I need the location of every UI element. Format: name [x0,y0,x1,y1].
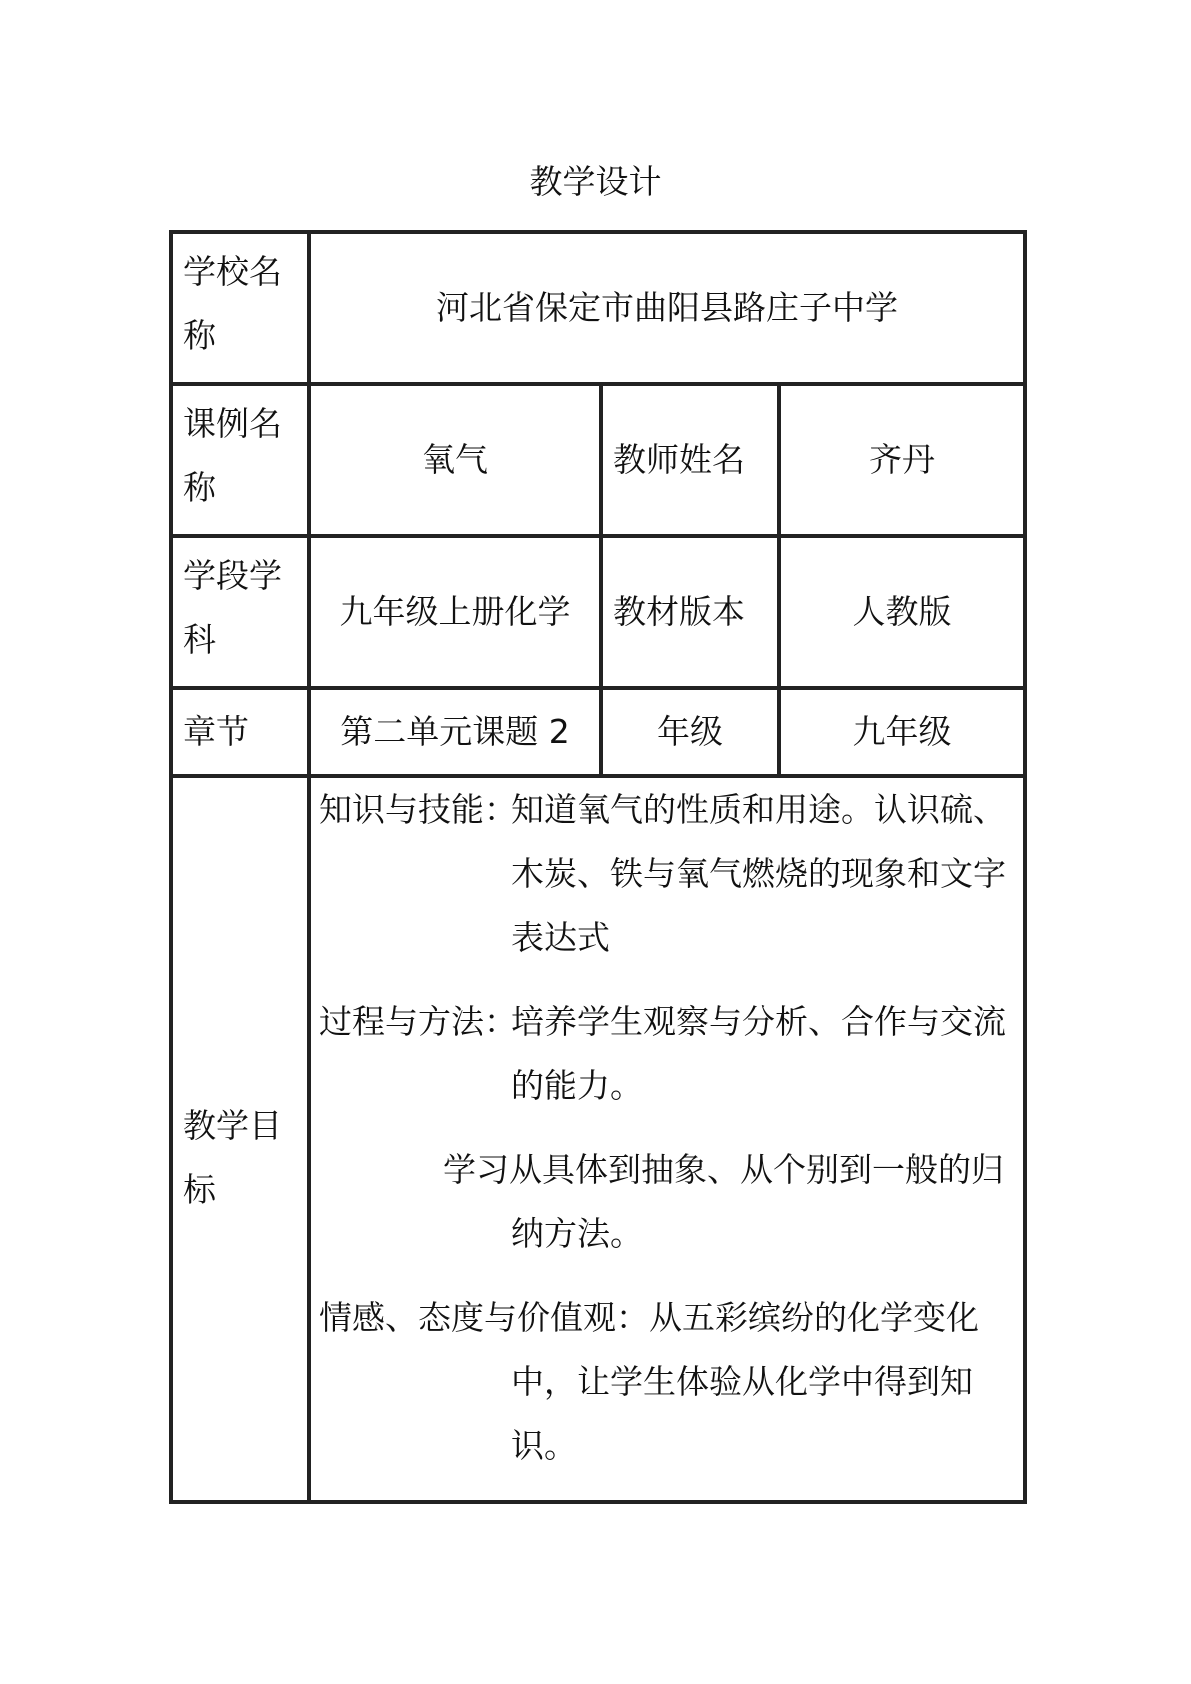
textbook-label: 教材版本 [613,592,745,631]
knowledge-line-1: 知道氧气的性质和用途。认识硫、 [511,790,1006,829]
knowledge-line-2: 木炭、铁与氧气燃烧的现象和文字 [511,854,1006,893]
teacher-value: 齐丹 [869,440,935,479]
teacher-value-cell [779,384,1025,536]
lesson-value-cell [309,384,601,536]
knowledge-prefix: 知识与技能： [319,790,517,829]
process-line-2: 的能力。 [511,1066,643,1105]
chapter-value: 第二单元课题 2 [340,712,570,751]
school-label-cell [171,232,309,384]
textbook-label-cell [601,536,779,688]
objectives-label-cell [171,776,309,1502]
method-line-2: 纳方法。 [511,1214,643,1253]
method-line-1: 学习从具体到抽象、从个别到一般的归 [443,1150,1004,1189]
subject-label: 学段学科 [183,556,282,659]
lesson-label-cell [171,384,309,536]
grade-label: 年级 [657,712,723,751]
knowledge-line-3: 表达式 [511,918,610,957]
chapter-label-cell [171,688,309,776]
lesson-label: 课例名称 [183,404,282,507]
school-value-cell [309,232,1025,384]
chapter-value-cell [309,688,601,776]
teacher-label-cell [601,384,779,536]
objectives-label: 教学目标 [183,1106,282,1209]
subject-label-cell [171,536,309,688]
process-line-1: 培养学生观察与分析、合作与交流 [511,1002,1006,1041]
emotion-line-2: 中，让学生体验从化学中得到知 [511,1362,973,1401]
document-title: 教学设计 [529,162,662,201]
emotion-line-3: 识。 [511,1426,577,1465]
grade-value-cell [779,688,1025,776]
chapter-label: 章节 [183,712,249,751]
process-prefix: 过程与方法： [319,1002,517,1041]
lesson-value: 氧气 [422,440,488,479]
grade-label-cell [601,688,779,776]
grade-value: 九年级 [852,712,952,751]
school-value: 河北省保定市曲阳县路庄子中学 [436,288,898,327]
subject-value: 九年级上册化学 [339,592,571,631]
lesson-design-table [169,230,1027,1504]
teacher-label: 教师姓名 [613,440,745,479]
school-label: 学校名称 [183,252,282,355]
subject-value-cell [309,536,601,688]
emotion-line-1: 情感、态度与价值观：从五彩缤纷的化学变化 [319,1298,979,1337]
textbook-value: 人教版 [852,592,952,631]
textbook-value-cell [779,536,1025,688]
objectives-content-cell [309,776,1025,1502]
